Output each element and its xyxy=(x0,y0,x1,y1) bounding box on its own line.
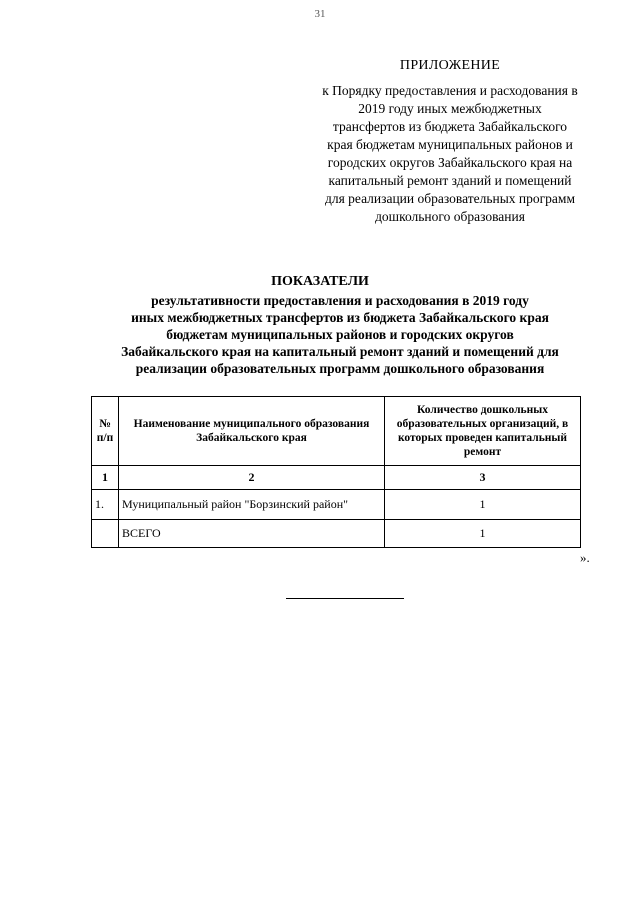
row-number: 1. xyxy=(92,490,119,520)
column-number: 3 xyxy=(385,466,581,490)
header-count: Количество дошкольных образовательных организаций, в которых проведен капитальный ремонт xyxy=(385,397,581,466)
indicators-description-line: реализации образовательных программ дошкольного образования xyxy=(135,361,545,376)
indicators-description-line: Забайкальского края на капитальный ремонт зданий и помещений для xyxy=(121,344,559,359)
appendix-subtitle-line: 2019 году иных межбюджетных xyxy=(358,101,542,116)
appendix-subtitle-line: к Порядку предоставления и расходования в xyxy=(322,83,578,98)
appendix-subtitle-line: трансфертов из бюджета Забайкальского xyxy=(332,119,568,134)
indicators-description-line: результативности предоставления и расходования в 2019 году xyxy=(151,293,529,308)
indicators-description-line: иных межбюджетных трансфертов из бюджета Забайкальского края xyxy=(131,310,549,325)
appendix-subtitle-line: для реализации образовательных программ xyxy=(324,191,576,206)
header-municipality: Наименование муниципального образования Забайкальского края xyxy=(119,397,385,466)
column-number-row xyxy=(92,466,581,490)
appendix-title: ПРИЛОЖЕНИЕ xyxy=(399,58,501,73)
total-number xyxy=(92,520,119,548)
appendix-subtitle-line: капитальный ремонт зданий и помещений xyxy=(328,173,572,188)
appendix-subtitle-line: дошкольного образования xyxy=(375,209,525,224)
table-header-row xyxy=(92,397,581,466)
page-number: 31 xyxy=(314,8,326,20)
appendix-subtitle-line: городских округов Забайкальского края на xyxy=(327,155,573,170)
indicators-description-line: бюджетам муниципальных районов и городских округов xyxy=(166,327,514,342)
appendix-subtitle xyxy=(300,82,600,226)
row-count: 1 xyxy=(385,490,581,520)
indicators-table xyxy=(91,396,581,548)
total-row xyxy=(92,520,581,548)
column-number: 1 xyxy=(92,466,119,490)
table-row xyxy=(92,490,581,520)
indicators-description xyxy=(70,292,610,377)
column-number: 2 xyxy=(119,466,385,490)
total-count: 1 xyxy=(385,520,581,548)
appendix-subtitle-line: края бюджетам муниципальных районов и xyxy=(327,137,573,152)
header-number: № п/п xyxy=(92,397,119,466)
total-label: ВСЕГО xyxy=(119,520,385,548)
footer-divider xyxy=(286,598,404,599)
closing-quote: ». xyxy=(580,550,590,565)
indicators-title: ПОКАЗАТЕЛИ xyxy=(271,274,369,289)
row-municipality: Муниципальный район "Борзинский район" xyxy=(119,490,385,520)
